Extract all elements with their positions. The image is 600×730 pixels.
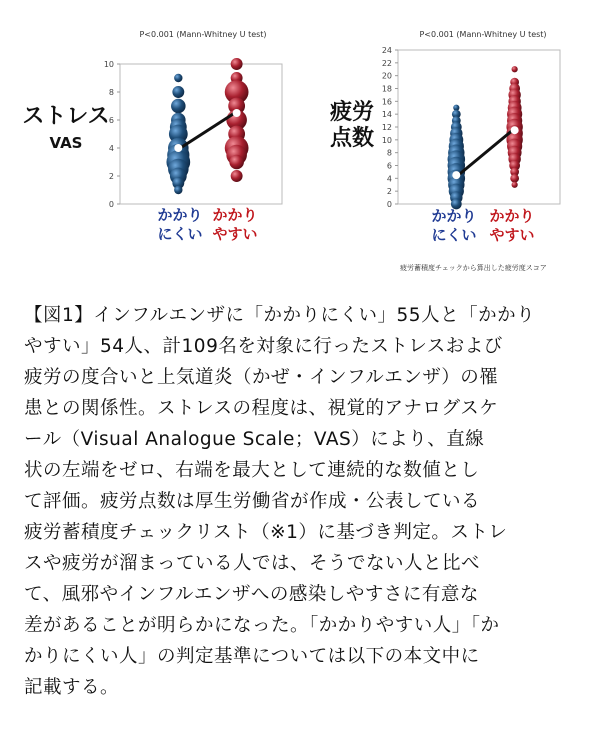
chart1-category-0-line2: にくい bbox=[157, 225, 203, 243]
caption-line: 差があることが明らかになった。「かかりやすい人」「か bbox=[24, 615, 500, 636]
bubble-high-risk bbox=[231, 170, 243, 182]
chart1-category-1-line1: かかり bbox=[212, 206, 258, 224]
y-tick-label: 16 bbox=[381, 97, 392, 107]
caption-line: 患との関係性。ストレスの程度は、視覚的アナログスケ bbox=[24, 398, 499, 419]
caption-line: かりにくい人」の判定基準については以下の本文中に bbox=[24, 646, 480, 667]
y-tick-label: 0 bbox=[108, 200, 114, 209]
bubble-high-risk bbox=[231, 58, 243, 70]
median-connector-line bbox=[458, 130, 512, 175]
y-tick-label: 10 bbox=[103, 60, 114, 69]
y-tick-label: 2 bbox=[386, 187, 392, 197]
y-tick-label: 6 bbox=[108, 116, 114, 125]
chart2-ylabel-line2: 点数 bbox=[329, 126, 374, 151]
chart1-plot bbox=[100, 48, 300, 213]
caption-line: 記載する。 bbox=[24, 677, 120, 698]
y-tick-label: 8 bbox=[386, 148, 392, 158]
y-tick-label: 14 bbox=[381, 110, 392, 120]
bubble-low-risk bbox=[174, 186, 182, 194]
chart1-ylabel-line1: ストレス bbox=[22, 104, 110, 129]
chart1-category-1 bbox=[205, 206, 265, 244]
caption-line: 【図1】インフルエンザに「かかりにくい」55人と「かかり bbox=[24, 305, 536, 326]
chart2-category-0-line2: にくい bbox=[431, 226, 477, 244]
chart2-category-1 bbox=[482, 207, 542, 245]
chart1-title: P<0.001 (Mann-Whitney U test) bbox=[139, 30, 267, 39]
median-marker bbox=[511, 126, 519, 134]
y-tick-label: 18 bbox=[381, 84, 392, 94]
bubble-low-risk bbox=[172, 86, 184, 98]
chart1-ylabel bbox=[20, 104, 112, 156]
chart2-category-0-line1: かかり bbox=[431, 207, 477, 225]
figure-caption bbox=[24, 300, 580, 703]
bubble-high-risk bbox=[229, 155, 244, 170]
y-tick-label: 20 bbox=[381, 71, 392, 81]
chart2-title: P<0.001 (Mann-Whitney U test) bbox=[419, 30, 547, 39]
caption-line: スや疲労が溜まっている人では、そうでない人と比べ bbox=[24, 553, 481, 574]
caption-line: て評価。疲労点数は厚生労働省が作成・公表している bbox=[24, 491, 481, 512]
y-tick-label: 10 bbox=[381, 135, 392, 145]
chart1-category-1-line2: やすい bbox=[212, 225, 258, 243]
median-marker bbox=[233, 109, 241, 117]
y-tick-label: 12 bbox=[381, 123, 392, 132]
bubble-high-risk bbox=[512, 66, 518, 72]
chart1-ylabel-line2: VAS bbox=[49, 134, 83, 152]
y-tick-label: 4 bbox=[386, 174, 392, 184]
median-marker bbox=[452, 171, 460, 179]
caption-line: 疲労の度合いと上気道炎（かぜ・インフルエンザ）の罹 bbox=[24, 367, 499, 388]
chart2-category-1-line1: かかり bbox=[489, 207, 535, 225]
chart1-category-0-line1: かかり bbox=[157, 206, 203, 224]
y-tick-label: 4 bbox=[108, 144, 114, 153]
caption-line: やすい」54人、計109名を対象に行ったストレスおよび bbox=[24, 336, 503, 357]
bubble-high-risk bbox=[510, 174, 519, 183]
y-tick-label: 22 bbox=[381, 58, 392, 68]
chart2-note: 疲労蓄積度チェックから算出した疲労度スコア bbox=[400, 264, 547, 272]
caption-line: 疲労蓄積度チェックリスト（※1）に基づき判定。ストレ bbox=[24, 522, 508, 543]
chart1-category-0 bbox=[150, 206, 210, 244]
y-tick-label: 0 bbox=[386, 200, 392, 209]
bubble-low-risk bbox=[174, 74, 182, 82]
y-tick-label: 8 bbox=[108, 88, 114, 97]
bubble-low-risk bbox=[171, 99, 186, 114]
chart2-ylabel-line1: 疲労 bbox=[329, 100, 374, 125]
caption-line: ール（Visual Analogue Scale；VAS）により、直線 bbox=[24, 429, 485, 450]
chart2-plot bbox=[376, 42, 576, 212]
median-marker bbox=[174, 144, 182, 152]
y-tick-label: 6 bbox=[386, 161, 392, 171]
caption-line: て、風邪やインフルエンザへの感染しやすさに有意な bbox=[24, 584, 479, 605]
bubble-high-risk bbox=[512, 182, 518, 188]
y-tick-label: 2 bbox=[108, 172, 114, 181]
caption-line: 状の左端をゼロ、右端を最大として連続的な数値とし bbox=[24, 460, 480, 481]
y-tick-label: 24 bbox=[381, 46, 392, 55]
plot-frame bbox=[398, 50, 560, 204]
chart2-category-1-line2: やすい bbox=[489, 226, 535, 244]
chart2-category-0 bbox=[424, 207, 484, 245]
